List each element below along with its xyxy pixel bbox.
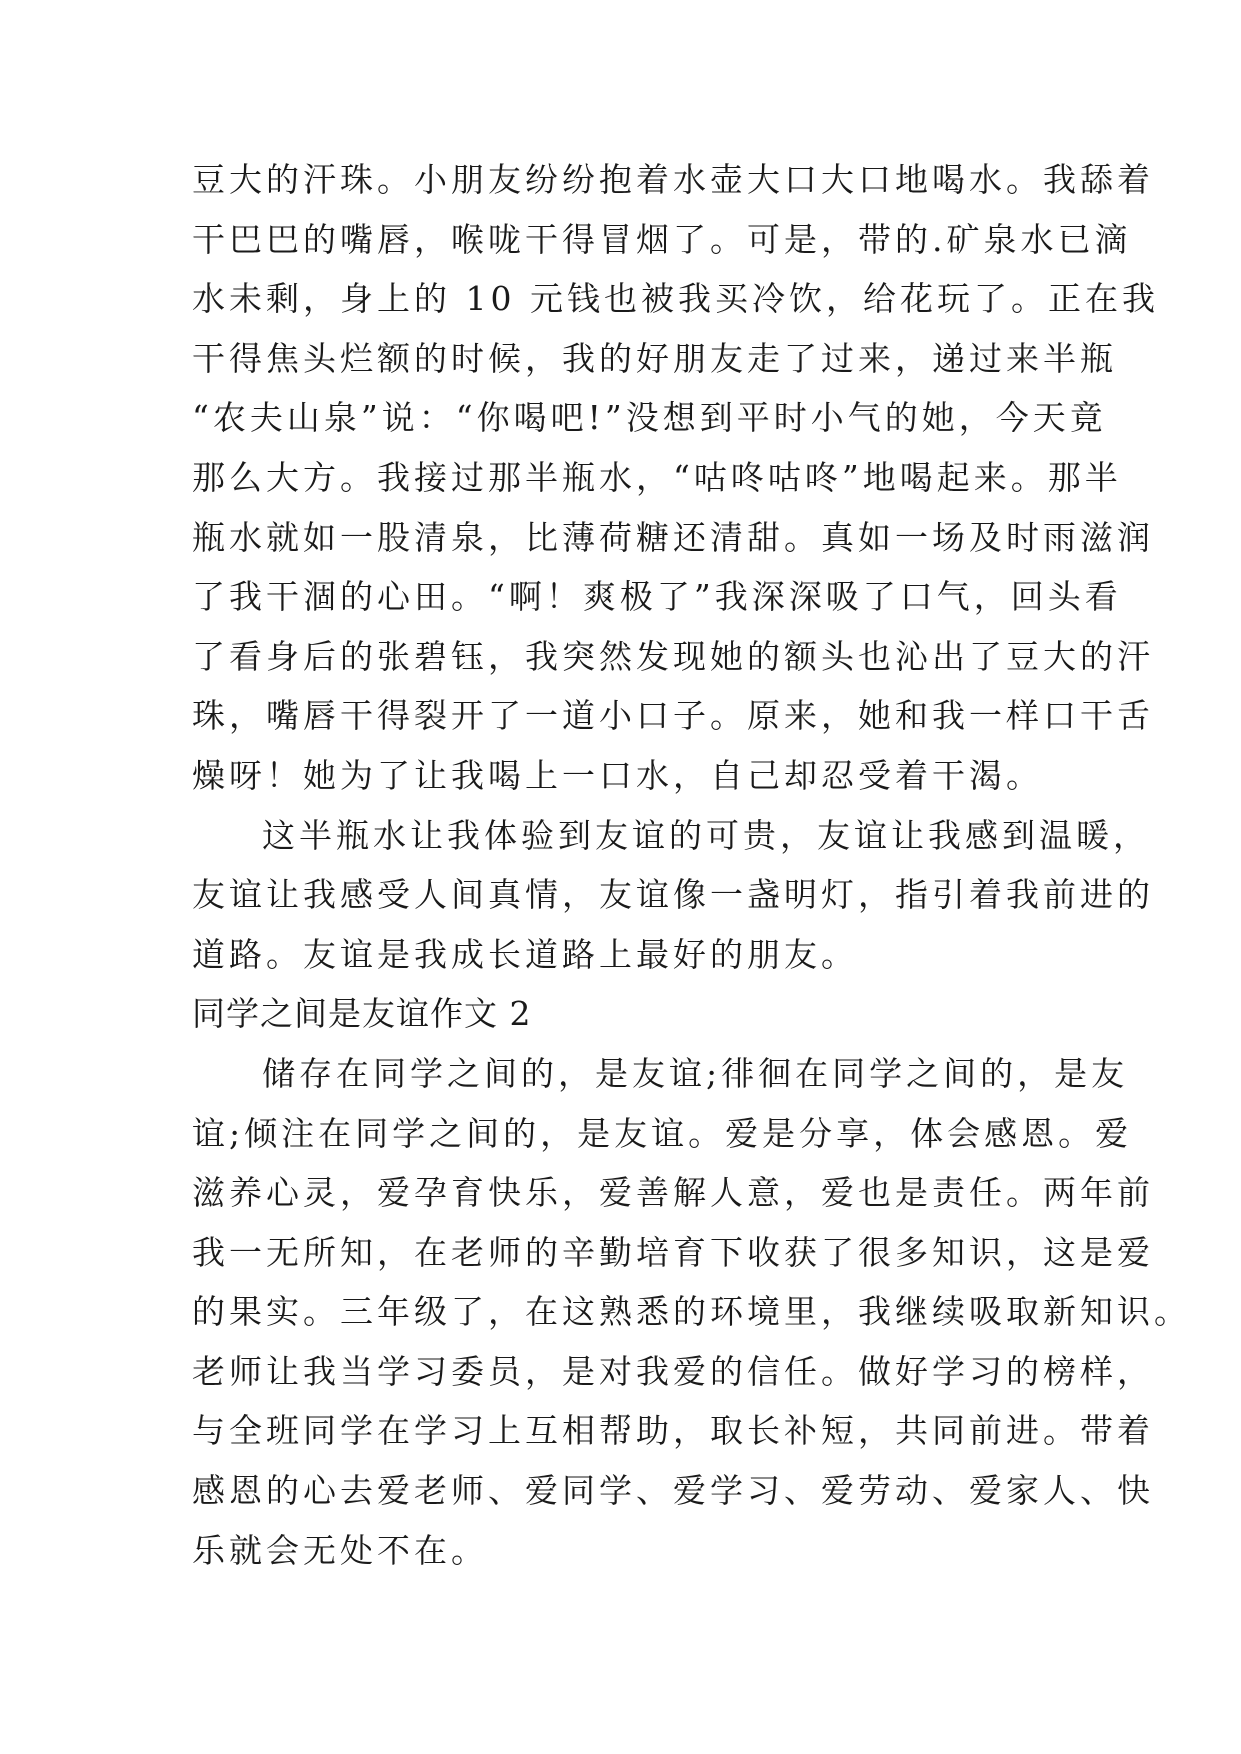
text-line: 乐就会无处不在。 <box>192 1530 488 1570</box>
text-line: 储存在同学之间的，是友谊;徘徊在同学之间的，是友 <box>262 1053 1129 1093</box>
essay-title: 同学之间是友谊作文 2 <box>192 994 532 1034</box>
text-line: 豆大的汗珠。小朋友纷纷抱着水壶大口大口地喝水。我舔着 <box>192 160 1154 199</box>
text-line: 道路。友谊是我成长道路上最好的朋友。 <box>192 934 858 974</box>
text-line: “农夫山泉”说：“你喝吧!”没想到平时小气的她，今天竟 <box>192 398 1107 438</box>
text-line: 我一无所知，在老师的辛勤培育下收获了很多知识，这是爱 <box>192 1232 1154 1272</box>
text-line: 那么大方。我接过那半瓶水，“咕咚咕咚”地喝起来。那半 <box>192 457 1122 497</box>
text-line: 了看身后的张碧钰，我突然发现她的额头也沁出了豆大的汗 <box>192 636 1154 676</box>
text-line: 滋养心灵，爱孕育快乐，爱善解人意，爱也是责任。两年前 <box>192 1173 1154 1213</box>
text-line: 燥呀！她为了让我喝上一口水，自己却忍受着干渴。 <box>192 755 1043 795</box>
text-line: 与全班同学在学习上互相帮助，取长补短，共同前进。带着 <box>192 1411 1154 1451</box>
text-line: 珠，嘴唇干得裂开了一道小口子。原来，她和我一样口干舌 <box>192 696 1154 736</box>
paragraph-conclusion <box>192 806 1154 985</box>
text-line: 谊;倾注在同学之间的，是友谊。爱是分享，体会感恩。爱 <box>192 1113 1133 1153</box>
text-line: 友谊让我感受人间真情，友谊像一盏明灯，指引着我前进的 <box>192 875 1154 915</box>
text-line: 干得焦头烂额的时候，我的好朋友走了过来，递过来半瓶 <box>192 338 1117 378</box>
text-line: 了我干涸的心田。“啊！爽极了”我深深吸了口气，回头看 <box>192 577 1122 617</box>
text-line: 老师让我当学习委员，是对我爱的信任。做好学习的榜样， <box>192 1351 1154 1391</box>
essay-2-paragraph <box>192 1044 1191 1580</box>
text-line: 感恩的心去爱老师、爱同学、爱学习、爱劳动、爱家人、快 <box>192 1471 1154 1511</box>
text-line: 水未剩，身上的 10 元钱也被我买冷饮，给花玩了。正在我 <box>192 279 1159 319</box>
text-line: 干巴巴的嘴唇，喉咙干得冒烟了。可是，带的.矿泉水已滴 <box>192 219 1132 259</box>
document-body <box>192 150 1191 1580</box>
text-line: 瓶水就如一股清泉，比薄荷糖还清甜。真如一场及时雨滋润 <box>192 517 1154 557</box>
paragraph-continuation <box>192 150 1159 806</box>
text-line: 这半瓶水让我体验到友谊的可贵，友谊让我感到温暖， <box>262 815 1150 855</box>
text-line: 的果实。三年级了，在这熟悉的环境里，我继续吸取新知识。 <box>192 1292 1191 1332</box>
